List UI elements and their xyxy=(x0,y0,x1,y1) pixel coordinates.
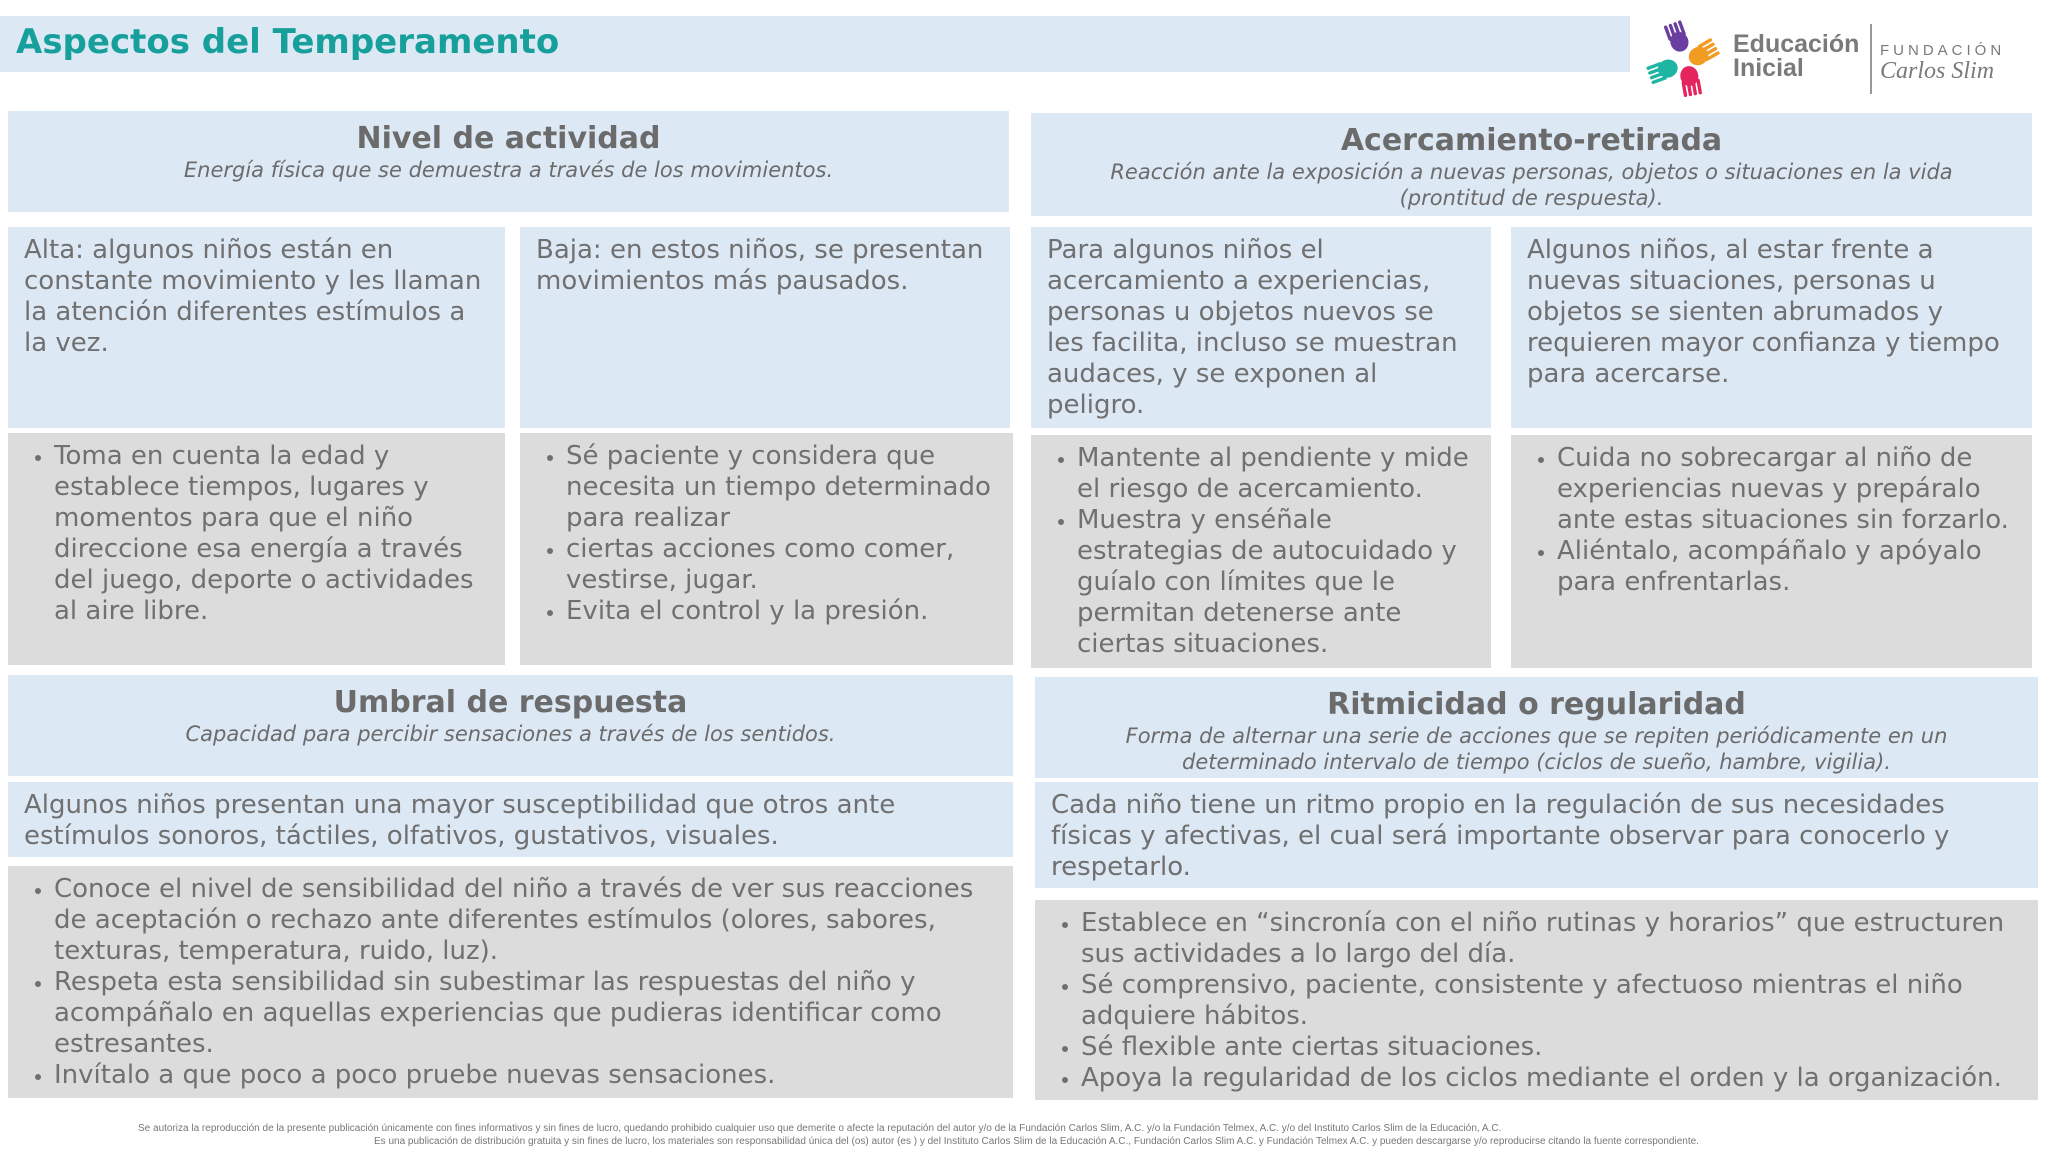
tip-item: • Sé paciente y considera que necesita un tiempo determinado para realizar xyxy=(566,441,997,534)
umbral-tips-list xyxy=(8,866,1013,1091)
tip-item: • Aliéntalo, acompáñalo y apóyalo para enfrentarlas. xyxy=(1557,536,2016,598)
logo-foundation-name: Carlos Slim xyxy=(1880,58,1995,84)
ritmicidad-heading: Ritmicidad o regularidad xyxy=(1327,687,1746,722)
actividad-alta-text: Alta: algunos niños están en constante movimiento y les llaman la atención diferentes estímulos a la vez. xyxy=(24,235,482,358)
tip-item: • Muestra y enséñale estrategias de autocuidado y guíalo con límites que le permitan detenerse ante ciertas situaciones. xyxy=(1077,505,1475,660)
ritmicidad-text-box xyxy=(1035,782,2038,888)
actividad-alta-box xyxy=(8,227,505,428)
page-title: Aspectos del Temperamento xyxy=(16,22,560,62)
tip-item: • Respeta esta sensibilidad sin subestimar las respuestas del niño y acompáñalo en aquellas experiencias que pudieras identificar como estresantes. xyxy=(54,967,997,1060)
acercamiento-left-text: Para algunos niños el acercamiento a experiencias, personas u objetos nuevos se les facilita, incluso se muestran audaces, y se exponen al peligro. xyxy=(1047,235,1458,420)
tip-item: • Toma en cuenta la edad y establece tiempos, lugares y momentos para que el niño direccione esa energía a través del juego, deporte o actividades al aire libre. xyxy=(54,441,489,627)
actividad-baja-tips-list xyxy=(520,433,1013,627)
actividad-alta-tips xyxy=(8,433,505,665)
logo-brand-line1: Educación xyxy=(1733,30,1860,58)
tip-item: • Establece en “sincronía con el niño rutinas y horarios” que estructuren sus actividades a lo largo del día. xyxy=(1081,908,2022,970)
tip-item: • Sé comprensivo, paciente, consistente y afectuoso mientras el niño adquiere hábitos. xyxy=(1081,970,2022,1032)
actividad-heading: Nivel de actividad xyxy=(356,121,661,156)
acercamiento-header xyxy=(1031,113,2032,216)
acercamiento-left-tips xyxy=(1031,435,1491,668)
logo-brand-line2: Inicial xyxy=(1733,54,1804,82)
educacion-inicial-logo xyxy=(1640,14,2040,104)
ritmicidad-tips xyxy=(1035,900,2038,1100)
tip-item: • Apoya la regularidad de los ciclos mediante el orden y la organización. xyxy=(1081,1063,2022,1094)
umbral-text: Algunos niños presentan una mayor susceptibilidad que otros ante estímulos sonoros, táctiles, olfativos, gustativos, visuales. xyxy=(24,790,896,851)
acercamiento-right-box xyxy=(1511,227,2032,428)
acercamiento-left-box xyxy=(1031,227,1491,428)
actividad-baja-tips xyxy=(520,433,1013,665)
umbral-header xyxy=(8,675,1013,776)
colored-hands-icon xyxy=(1640,14,1730,104)
umbral-subtitle: Capacidad para percibir sensaciones a través de los sentidos. xyxy=(185,722,836,746)
acercamiento-left-tips-list xyxy=(1031,435,1491,660)
title-bar xyxy=(0,16,1630,72)
tip-item: • Cuida no sobrecargar al niño de experiencias nuevas y prepáralo ante estas situaciones sin forzarlo. xyxy=(1557,443,2016,536)
actividad-header xyxy=(8,111,1009,212)
acercamiento-right-tips-list xyxy=(1511,435,2032,598)
actividad-baja-box xyxy=(520,227,1010,428)
tip-item: • Invítalo a que poco a poco pruebe nuevas sensaciones. xyxy=(54,1060,997,1091)
footer-line-2: Es una publicación de distribución gratuita y sin fines de lucro, los materiales son responsabilidad única del (os) autor (es ) y del Instituto Carlos Slim de la Educación A.C., Fundación Carlos Slim A.C. y Fundación Telmex A.C. y pueden descargarse y/o reproducirse citando la fuente correspondiente. xyxy=(374,1136,1699,1147)
tip-item: • Evita el control y la presión. xyxy=(566,596,997,627)
tip-item: • Mantente al pendiente y mide el riesgo de acercamiento. xyxy=(1077,443,1475,505)
logo-foundation-label: FUNDACIÓN xyxy=(1880,42,2006,59)
acercamiento-right-tips xyxy=(1511,435,2032,668)
logo-divider xyxy=(1870,24,1872,94)
acercamiento-heading: Acercamiento-retirada xyxy=(1340,123,1723,158)
ritmicidad-text: Cada niño tiene un ritmo propio en la regulación de sus necesidades físicas y afectivas, el cual será importante observar para conocerlo y respetarlo. xyxy=(1051,790,1950,882)
ritmicidad-tips-list xyxy=(1035,900,2038,1094)
ritmicidad-header xyxy=(1035,677,2038,778)
umbral-text-box xyxy=(8,782,1013,857)
tip-item: • ciertas acciones como comer, vestirse, jugar. xyxy=(566,534,997,596)
tip-item: • Conoce el nivel de sensibilidad del niño a través de ver sus reacciones de aceptación o rechazo ante diferentes estímulos (olores, sabores, texturas, temperatura, ruido, luz). xyxy=(54,874,997,967)
acercamiento-right-text: Algunos niños, al estar frente a nuevas situaciones, personas u objetos se sienten abrumados y requieren mayor confianza y tiempo para acercarse. xyxy=(1527,235,2000,389)
actividad-alta-tips-list xyxy=(8,433,505,627)
actividad-baja-text: Baja: en estos niños, se presentan movimientos más pausados. xyxy=(536,235,984,296)
logo-brand xyxy=(1733,32,1859,80)
umbral-heading: Umbral de respuesta xyxy=(333,685,688,720)
footer-line-1: Se autoriza la reproducción de la presente publicación únicamente con fines informativos y sin fines de lucro, quedando prohibido cualquier uso que demerite o afecte la reputación del autor y/o de la Fundación Carlos Slim, A.C. y/o la Fundación Telmex, A.C. y/o del Instituto Carlos Slim de la Educación, A.C. xyxy=(138,1123,1502,1134)
actividad-subtitle: Energía física que se demuestra a través de los movimientos. xyxy=(183,158,834,182)
acercamiento-subtitle: Reacción ante la exposición a nuevas personas, objetos o situaciones en la vida (prontitud de respuesta). xyxy=(1110,160,1953,210)
umbral-tips xyxy=(8,866,1013,1098)
ritmicidad-subtitle: Forma de alternar una serie de acciones que se repiten periódicamente en un determinado intervalo de tiempo (ciclos de sueño, hambre, vigilia). xyxy=(1125,724,1948,774)
tip-item: • Sé flexible ante ciertas situaciones. xyxy=(1081,1032,2022,1063)
